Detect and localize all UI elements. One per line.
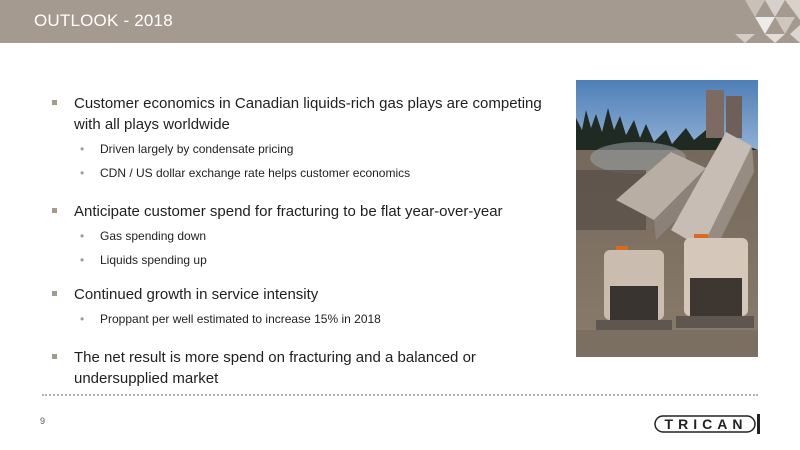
square-bullet-icon: [52, 100, 57, 105]
square-bullet-icon: [52, 291, 57, 296]
dot-bullet-icon: •: [80, 312, 85, 326]
sub-bullet-item: [52, 228, 562, 244]
slide-title: OUTLOOK - 2018: [34, 11, 173, 30]
sub-bullet-item: [52, 311, 562, 327]
logo-text: TRICAN: [664, 416, 748, 432]
sub-bullet-text: CDN / US dollar exchange rate helps customer economics: [100, 166, 411, 180]
square-bullet-icon: [52, 354, 57, 359]
page-number: 9: [40, 416, 46, 426]
bullet-item: [52, 284, 562, 305]
slide-header: [0, 0, 800, 43]
bullet-text: The net result is more spend on fracturing and a balanced or undersupplied market: [74, 349, 476, 387]
frac-trucks-photo: [576, 80, 758, 357]
bullet-text: Continued growth in service intensity: [74, 286, 319, 303]
bullet-item: [52, 201, 562, 222]
trican-logo: [654, 414, 762, 434]
footer-divider: [42, 394, 758, 396]
triangle-pattern-icon: [710, 0, 800, 43]
bullet-list: [52, 93, 562, 389]
square-bullet-icon: [52, 208, 57, 213]
dot-bullet-icon: •: [80, 142, 85, 156]
dot-bullet-icon: •: [80, 229, 85, 243]
sub-bullet-item: [52, 252, 562, 268]
sub-bullet-item: [52, 141, 562, 157]
sub-bullet-item: [52, 165, 562, 181]
sub-bullet-text: Driven largely by condensate pricing: [100, 142, 294, 156]
sub-bullet-text: Gas spending down: [100, 229, 207, 243]
sub-bullet-text: Proppant per well estimated to increase 15% in 2018: [100, 312, 381, 326]
dot-bullet-icon: •: [80, 253, 85, 267]
bullet-text: Anticipate customer spend for fracturing to be flat year-over-year: [74, 203, 503, 220]
bullet-item: [52, 93, 562, 135]
sub-bullet-text: Liquids spending up: [100, 253, 207, 267]
bullet-item: [52, 347, 562, 389]
dot-bullet-icon: •: [80, 166, 85, 180]
bullet-text: Customer economics in Canadian liquids-rich gas plays are competing with all plays worldwide: [74, 95, 542, 133]
